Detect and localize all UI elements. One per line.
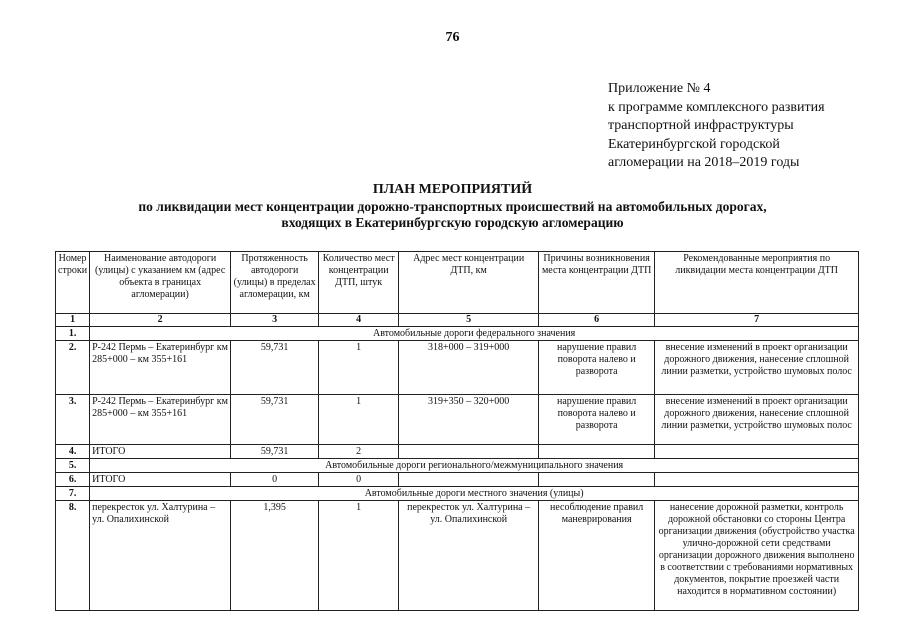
recommended-measures: внесение изменений в проект организации дорожного движения, нанесение сплошной линии разметки, устройство шумовых полос [655, 341, 859, 395]
appendix-line: Приложение № 4 [608, 81, 711, 96]
road-length: 59,731 [231, 395, 319, 445]
table-row [56, 341, 859, 395]
column-number: 7 [655, 314, 859, 327]
column-number: 1 [56, 314, 90, 327]
table-row [56, 501, 859, 611]
road-length: 1,395 [231, 501, 319, 611]
recommended-measures: внесение изменений в проект организации дорожного движения, нанесение сплошной линии разметки, устройство шумовых полос [655, 395, 859, 445]
subtitle-line: входящих в Екатеринбургскую городскую агломерацию [281, 215, 624, 230]
subtitle-line: по ликвидации мест концентрации дорожно-транспортных происшествий на автомобильных дорогах, [138, 199, 767, 214]
header-cell: Количество мест концентрации ДТП, штук [319, 252, 399, 314]
appendix-line: агломерации на 2018–2019 годы [608, 155, 800, 170]
accident-cause: нарушение правил поворота налево и разворота [539, 395, 655, 445]
recommended-measures [655, 445, 859, 459]
column-number: 6 [539, 314, 655, 327]
recommended-measures [655, 473, 859, 487]
column-number: 5 [399, 314, 539, 327]
total-row [56, 445, 859, 459]
accident-cause: несоблюдение правил маневрирования [539, 501, 655, 611]
road-length: 59,731 [231, 445, 319, 459]
accident-address: 319+350 – 320+000 [399, 395, 539, 445]
road-length: 59,731 [231, 341, 319, 395]
row-number: 4. [56, 445, 90, 459]
appendix-line: Екатеринбургской городской [608, 136, 780, 152]
section-row [56, 487, 859, 501]
document-subtitle [0, 199, 905, 231]
section-title: Автомобильные дороги федерального значения [90, 327, 859, 341]
header-cell: Рекомендованные мероприятия по ликвидации места концентрации ДТП [655, 252, 859, 314]
road-name: Р-242 Пермь – Екатеринбург км 285+000 – км 355+161 [90, 395, 231, 445]
plan-table [55, 251, 859, 611]
recommended-measures: нанесение дорожной разметки, контроль дорожной обстановки со стороны Центра организации движения (обустройство участка улично-дорожной сети средствами организации дорожного движения выполнено в соответствии с требованиями нормативных документов, покрытие проезжей части находится в нормативном состоянии) [655, 501, 859, 611]
row-number: 7. [56, 487, 90, 501]
accident-cause [539, 445, 655, 459]
road-name: ИТОГО [90, 473, 231, 487]
accident-address: 318+000 – 319+000 [399, 341, 539, 395]
header-cell: Номер строки [56, 252, 90, 314]
section-row [56, 459, 859, 473]
row-number: 5. [56, 459, 90, 473]
header-cell: Наименование автодороги (улицы) с указанием км (адрес объекта в границах агломерации) [90, 252, 231, 314]
accident-count: 1 [319, 341, 399, 395]
accident-count: 1 [319, 501, 399, 611]
accident-cause: нарушение правил поворота налево и разворота [539, 341, 655, 395]
appendix-line: к программе комплексного развития [608, 99, 825, 115]
accident-count: 0 [319, 473, 399, 487]
total-row [56, 473, 859, 487]
column-number: 3 [231, 314, 319, 327]
row-number: 1. [56, 327, 90, 341]
road-name: ИТОГО [90, 445, 231, 459]
section-title: Автомобильные дороги местного значения (улицы) [90, 487, 859, 501]
header-cell: Причины возникновения места концентрации ДТП [539, 252, 655, 314]
table-row [56, 395, 859, 445]
accident-count: 1 [319, 395, 399, 445]
row-number: 6. [56, 473, 90, 487]
header-cell: Адрес мест концентрации ДТП, км [399, 252, 539, 314]
section-title: Автомобильные дороги регионального/межмуниципального значения [90, 459, 859, 473]
accident-address: перекресток ул. Халтурина – ул. Опалихинской [399, 501, 539, 611]
document-title: ПЛАН МЕРОПРИЯТИЙ [372, 182, 533, 197]
appendix-line: транспортной инфраструктуры [608, 118, 794, 133]
header-cell: Протяженность автодороги (улицы) в пределах агломерации, км [231, 252, 319, 314]
column-number-row [56, 314, 859, 327]
accident-cause [539, 473, 655, 487]
header-row [56, 252, 859, 314]
accident-address [399, 445, 539, 459]
column-number: 4 [319, 314, 399, 327]
row-number: 2. [56, 341, 90, 395]
column-number: 2 [90, 314, 231, 327]
road-length: 0 [231, 473, 319, 487]
accident-count: 2 [319, 445, 399, 459]
row-number: 8. [56, 501, 90, 611]
page-number: 76 [445, 30, 460, 45]
road-name: перекресток ул. Халтурина – ул. Опалихинской [90, 501, 231, 611]
row-number: 3. [56, 395, 90, 445]
road-name: Р-242 Пермь – Екатеринбург км 285+000 – км 355+161 [90, 341, 231, 395]
appendix-block [608, 80, 825, 173]
section-row [56, 327, 859, 341]
accident-address [399, 473, 539, 487]
